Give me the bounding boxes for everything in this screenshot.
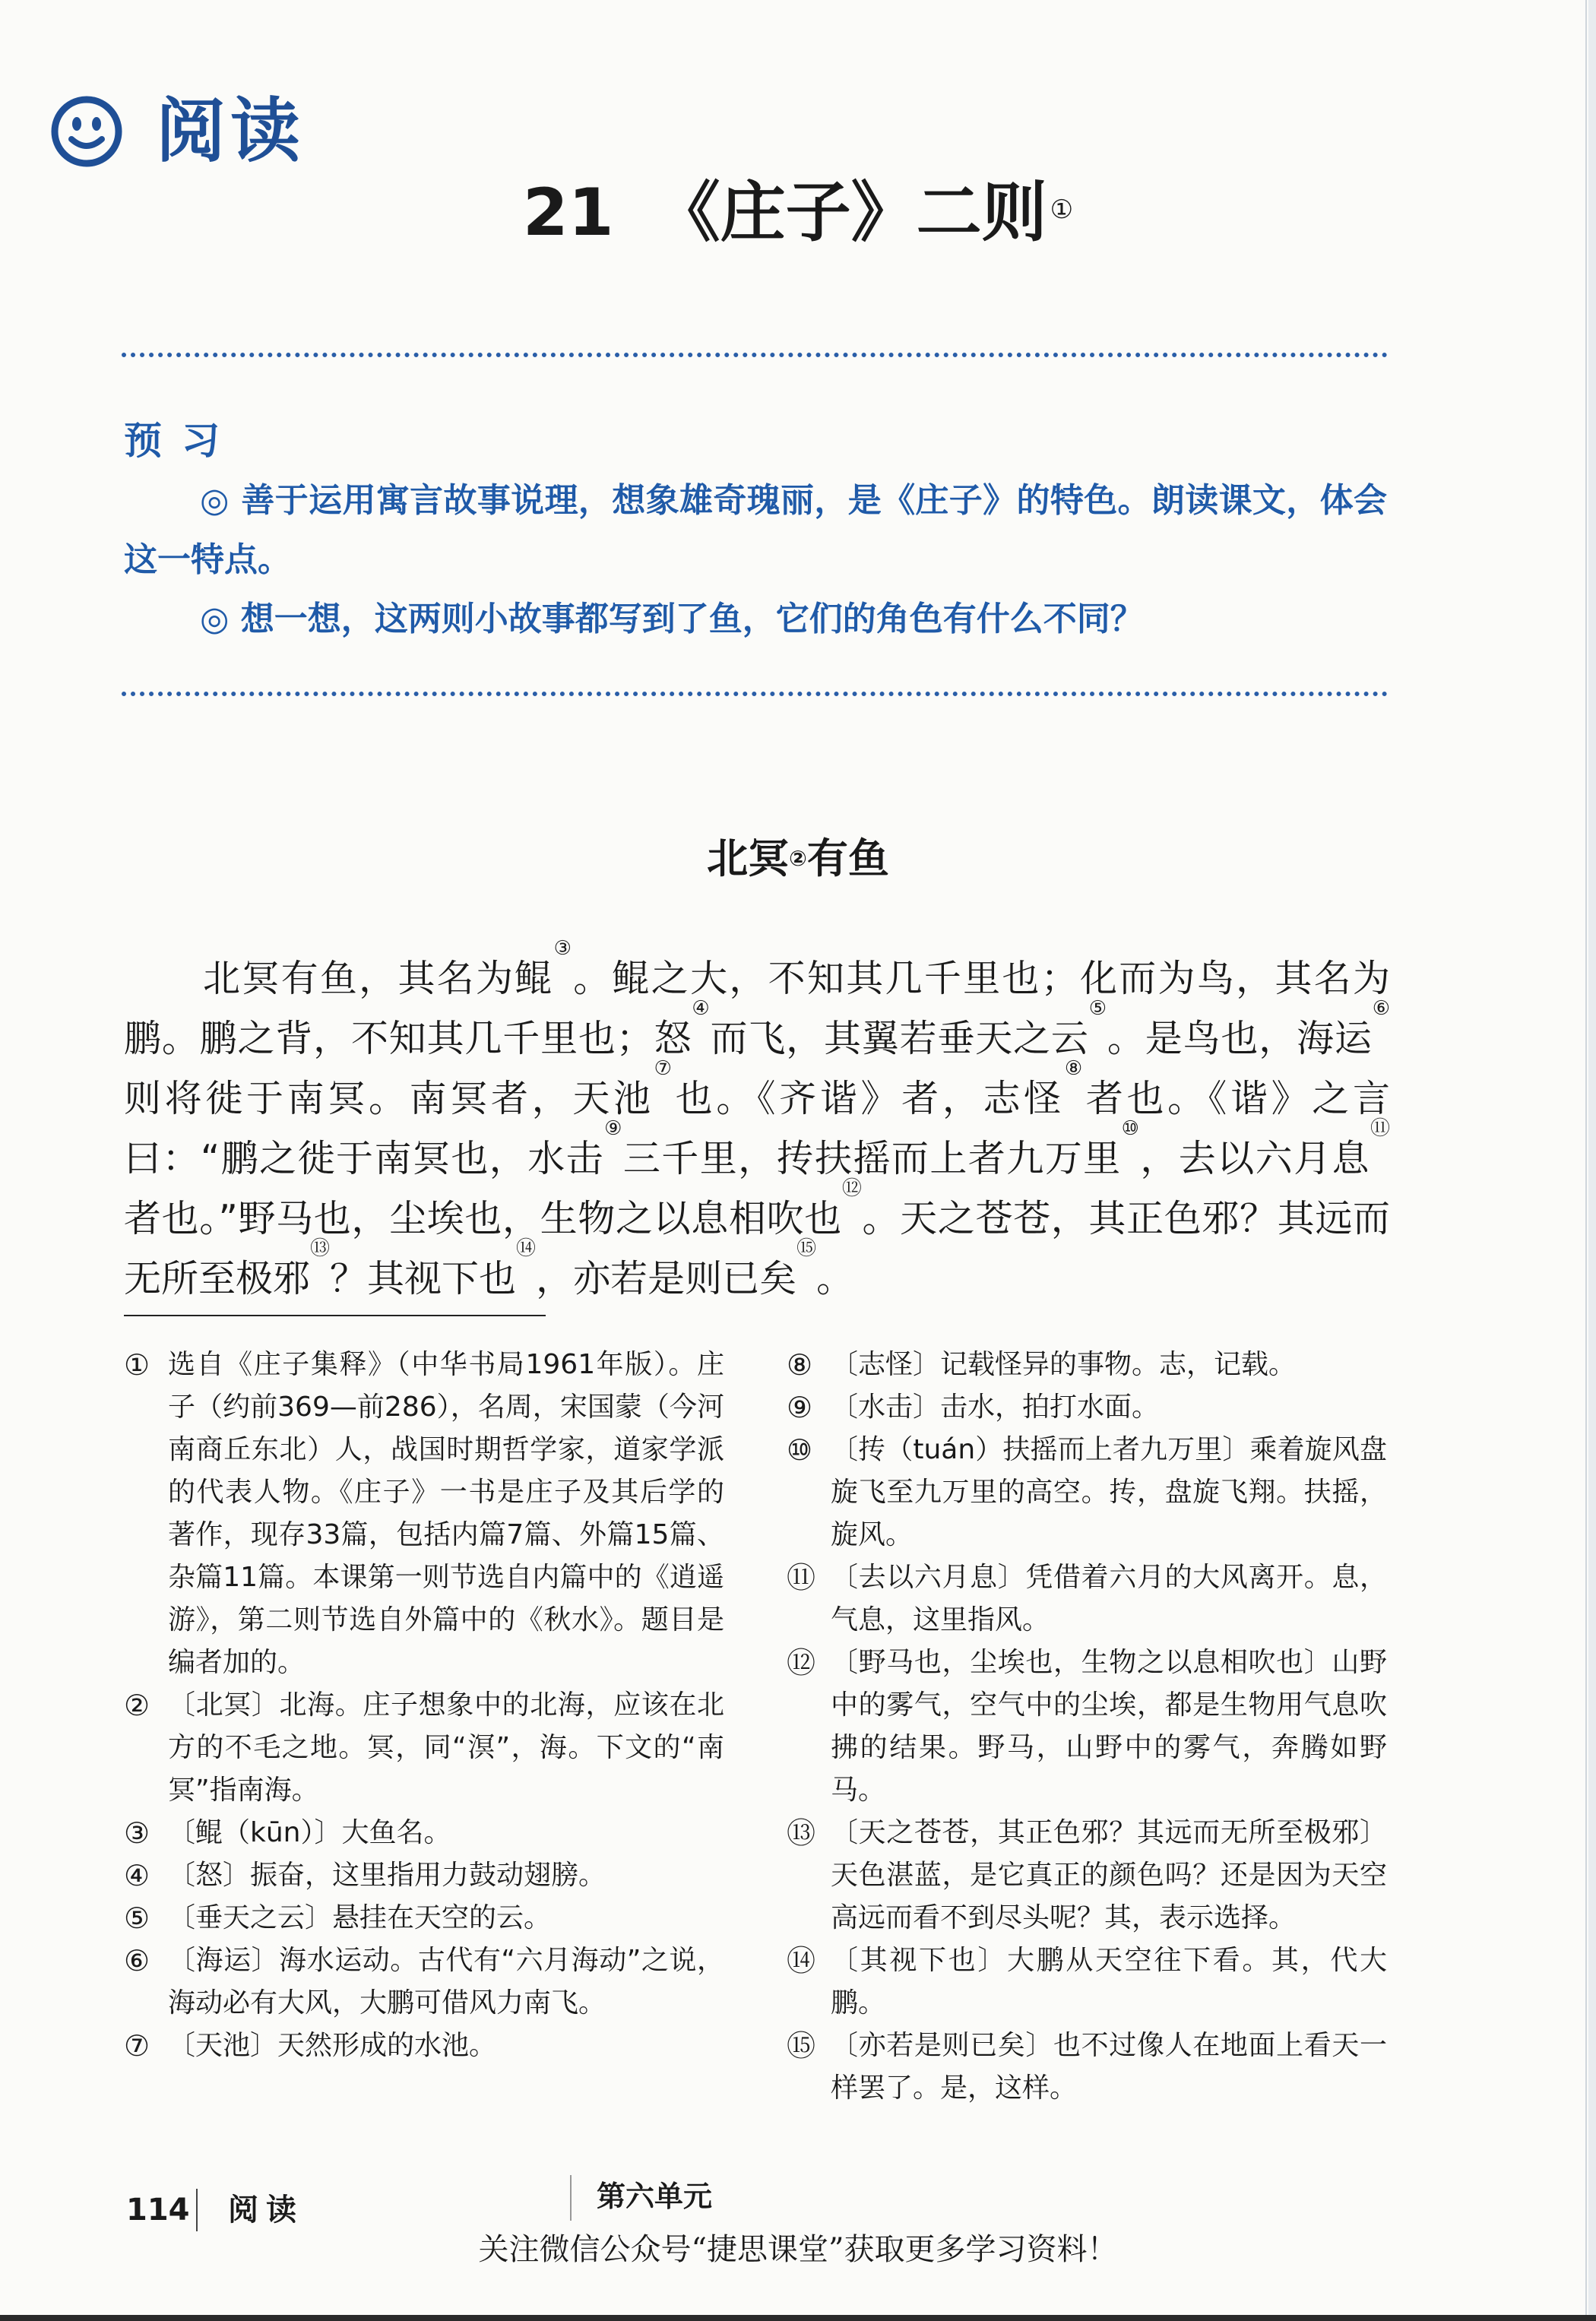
footnote-text: 〔野马也，尘埃也，生物之以息相吹也〕山野中的雾气，空气中的尘埃，都是生物用气息吹拂的结果。野马，山野中的雾气，奔腾如野马。 [831,1647,1387,1806]
divider-top [122,353,1388,357]
footnote [787,1812,1387,1939]
page-edge-line [1585,0,1587,2321]
footnote-text: 〔北冥〕北海。庄子想象中的北海，应该在北方的不毛之地。冥，同“溟”，海。下文的“南冥”指南海。 [168,1689,724,1806]
passage-title-part: 北冥 [707,834,790,882]
footnote-marker: ⑥ [1372,997,1390,1020]
preview-item: ◎ 善于运用寓言故事说理，想象雄奇瑰丽，是《庄子》的特色。朗读课文，体会这一特点。 [124,481,1387,579]
footnote [124,1897,724,1939]
text-run: ，去以六月息 [1140,1137,1370,1180]
footnote [124,1812,724,1854]
footnote-text: 〔其视下也〕大鹏从天空往下看。其，代大鹏。 [831,1945,1387,2019]
footnote [787,1344,1387,1386]
preview-heading: 预习 [124,419,239,463]
passage-text [124,937,1390,1309]
footnote [787,1386,1387,1429]
footnote-text: 〔鲲（kūn）〕大鱼名。 [168,1817,451,1848]
footnote-marker: ⑮ [796,1237,817,1260]
text-run: 也。《齐谐》者，志怪 [675,1077,1065,1120]
page-bottom-edge [0,2315,1596,2321]
footnote-marker: ② [789,846,807,871]
footnote-marker: ⑤ [1088,997,1107,1020]
footnote-text: 〔垂天之云〕悬挂在天空的云。 [168,1902,552,1933]
passage-title-part: 有鱼 [806,834,889,882]
footnote [787,2025,1387,2110]
section-label: 阅读 [156,90,306,172]
footnote-marker: ⑭ [516,1237,537,1260]
footnote-rule [124,1315,546,1316]
footnote [124,1344,724,1684]
footnote-text: 选自《庄子集释》（中华书局1961年版）。庄子（约前369—前286），名周，宋国蒙（今河南商丘东北）人，战国时期哲学家，道家学派的代表人物。《庄子》一书是庄子及其后学的著作，现存33篇，包括内篇7篇、外篇15篇、杂篇11篇。本课第一则节选自内篇中的《逍遥游》，第二则节选自外篇中的《秋水》。题目是编者加的。 [168,1349,724,1678]
footnote-marker: ⑬ [310,1237,331,1260]
footnote-text: 〔亦若是则已矣〕也不过像人在地面上看天一样罢了。是，这样。 [831,2030,1387,2104]
text-run: 而飞，其翼若垂天之云 [710,1017,1089,1060]
footnote-number: ④ [124,1859,150,1892]
footnote-text: 〔去以六月息〕凭借着六月的大风离开。息，气息，这里指风。 [831,1562,1387,1635]
unit-divider [570,2175,572,2221]
footnote-marker: ① [1050,195,1074,225]
passage-paragraph [124,937,1390,1309]
footnote-text: 〔天池〕天然形成的水池。 [168,2030,497,2061]
lesson-title [0,171,1596,255]
passage-title [0,828,1596,889]
text-run: 。是鸟也，海运 [1107,1017,1373,1060]
preview-body [124,471,1387,649]
footnotes-left [124,1344,724,2067]
footer-section-label: 阅读 [228,2193,304,2228]
footnote [787,1642,1387,1812]
footnote-number: ② [124,1689,150,1722]
footnote-number: ⑥ [124,1944,150,1977]
footnote [124,2025,724,2067]
text-run: 则将徙于南冥。南冥者，天池 [124,1077,654,1120]
text-run: 者也。《谐》之言曰：“鹏之徙于南冥也，水击 [124,1077,1390,1180]
footnote-number: ③ [124,1816,150,1850]
lesson-number: 21 [522,175,614,251]
footnote-number: ① [124,1348,150,1382]
text-run: 。鲲之大，不知其几千里也；化而为鸟，其名为鹏。鹏之背，不知其几千里也；怒 [124,957,1390,1060]
footnote-text: 〔水击〕击水，拍打水面。 [831,1392,1160,1423]
page-number: 114 [126,2193,190,2228]
footnote-marker: ④ [692,997,711,1020]
footnote [124,1684,724,1812]
text-run: 三千里，抟扶摇而上者九万里 [622,1137,1122,1180]
footnote-number: ⑭ [787,1944,816,1977]
text-run: ，亦若是则已矣 [536,1257,797,1300]
footnote-text: 〔抟（tuán）扶摇而上者九万里〕乘着旋风盘旋飞至九万里的高空。抟，盘旋飞翔。扶摇，旋风。 [831,1434,1387,1550]
footnote [787,1429,1387,1556]
footnote [124,1854,724,1897]
text-run: 。天之苍苍，其正色邪？其远而无所至极邪 [124,1197,1390,1300]
unit-label: 第六单元 [597,2180,713,2213]
divider-bottom [122,692,1388,696]
footnote-number: ⑫ [787,1646,816,1680]
footnote-marker: ③ [553,937,574,960]
smiley-icon [50,95,123,168]
footnote-number: ⑮ [787,2029,816,2063]
footnotes-right [787,1344,1387,2110]
footnote-number: ⑤ [124,1901,150,1935]
footnote-number: ⑩ [787,1433,813,1467]
footnote [787,1556,1387,1642]
footnote-text: 〔天之苍苍，其正色邪？其远而无所至极邪〕天色湛蓝，是它真正的颜色吗？还是因为天空高远而看不到尽头呢？其，表示选择。 [831,1817,1387,1933]
footnote-text: 〔海运〕海水运动。古代有“六月海动”之说，海动必有大风，大鹏可借风力南飞。 [168,1945,724,2019]
footnote-number: ⑨ [787,1391,813,1424]
footnote-marker: ⑫ [841,1177,863,1200]
footnote [787,1939,1387,2025]
text-run: 者也。”野马也，尘埃也，生物之以息相吹也 [124,1197,842,1240]
text-run: 北冥有鱼，其名为鲲 [203,957,554,1000]
footnote-text: 〔志怪〕记载怪异的事物。志，记载。 [831,1349,1297,1380]
footnote [124,1939,724,2025]
preview-item: ◎ 想一想，这两则小故事都写到了鱼，它们的角色有什么不同？ [200,600,1144,638]
page-edge [1588,0,1596,2321]
promo-watermark-text: 关注微信公众号“捷思课堂”获取更多学习资料！ [478,2232,1118,2267]
footnote-marker: ⑦ [654,1057,676,1080]
lesson-title-text: 《庄子》二则 [654,175,1047,251]
text-run: ？其视下也 [330,1257,517,1300]
footnote-number: ⑧ [787,1348,813,1382]
footnote-number: ⑬ [787,1816,816,1850]
footnote-marker: ⑪ [1370,1117,1390,1140]
footnote-marker: ⑧ [1064,1057,1086,1080]
footnote-text: 〔怒〕振奋，这里指用力鼓动翅膀。 [168,1860,606,1891]
footnote-number: ⑪ [787,1561,816,1594]
footnote-marker: ⑨ [604,1117,623,1140]
text-run: 。 [816,1257,854,1300]
footnote-marker: ⑩ [1121,1117,1141,1140]
footnote-number: ⑦ [124,2029,150,2063]
footer-divider [196,2189,198,2231]
